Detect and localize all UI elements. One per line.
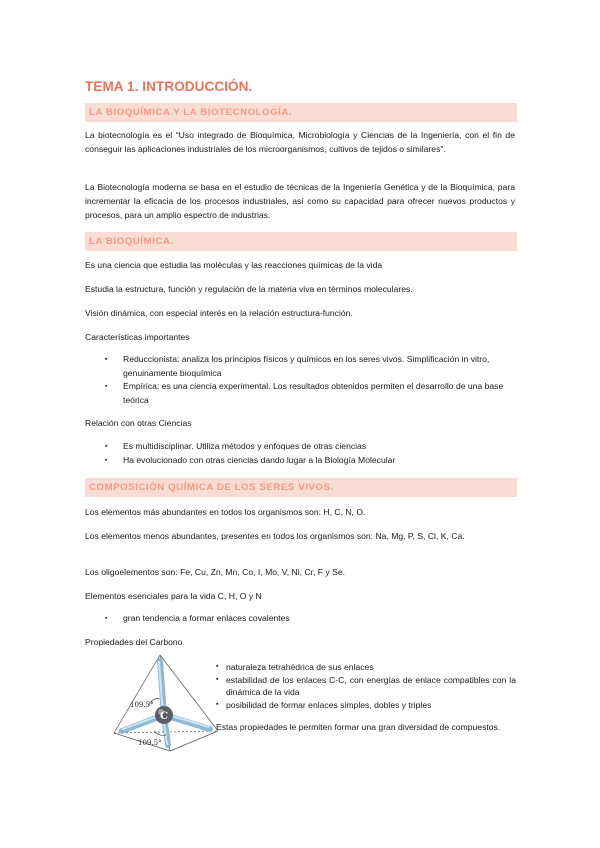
list-item: ▪ Reduccionista: analiza los principios físicos y químicos en los seres vivos. Simplificación in vitro, genuinamente bioquímica bbox=[105, 354, 490, 378]
list-item: ▪ estabilidad de los enlaces C-C, con energías de enlace compatibles con la dinámica de la vida bbox=[216, 674, 516, 697]
bullet-icon: ▪ bbox=[105, 456, 108, 464]
paragraph-bioquimica-3: Visión dinámica, con especial interés en la relación estructura-función. bbox=[85, 308, 353, 318]
list-item: ▪ naturaleza tetrahédrica de sus enlaces bbox=[216, 662, 374, 672]
list-item: ▪ gran tendencia a formar enlaces covalentes bbox=[85, 612, 517, 626]
section-header-bioquimica: LA BIOQUÍMICA. bbox=[85, 232, 517, 251]
section-header-composicion: COMPOSICIÓN QUÍMICA DE LOS SERES VIVOS. bbox=[85, 478, 517, 497]
carbono-properties bbox=[216, 661, 516, 734]
list-item: ▪ Empírica: es una ciencia experimental. Los resultados obtenidos permiten el desarrollo de una base teórica bbox=[105, 381, 504, 405]
section-header-biotecnologia: LA BIOQUÍMICA Y LA BIOTECNOLOGÍA. bbox=[85, 103, 517, 122]
tetrahedral-carbon-figure bbox=[110, 653, 222, 753]
paragraph-bioquimica-2: Estudia la estructura, función y regulación de la materia viva en términos moleculares. bbox=[85, 284, 413, 294]
bullet-icon: ▪ bbox=[105, 443, 108, 450]
angle-label-bottom: 109.5° bbox=[138, 739, 162, 747]
page-title: TEMA 1. INTRODUCCIÓN. bbox=[85, 79, 253, 94]
paragraph-bioquimica-1: Es una ciencia que estudia las moléculas y las reacciones químicas de la vida bbox=[85, 260, 383, 270]
carbono-note: Estas propiedades le permiten formar una gran diversidad de compuestos. bbox=[216, 722, 501, 732]
list-esenciales bbox=[85, 612, 517, 626]
angle-label-top: 109.5° bbox=[130, 701, 154, 709]
bullet-icon: ▪ bbox=[105, 615, 108, 622]
paragraph-composicion-3: Los oligoelementos son: Fe, Cu, Zn, Mn, Co, I, Mo, V, Ni, Cr, F y Se. bbox=[85, 567, 345, 577]
tetrahedron-edge bbox=[170, 731, 218, 751]
list-item: ▪ Es multidisciplinar. Utiliza métodos y enfoques de otras ciencias bbox=[85, 440, 517, 454]
atom-label: C bbox=[160, 711, 168, 722]
label-caracteristicas: Características importantes bbox=[85, 332, 190, 342]
bullet-icon: ▪ bbox=[216, 663, 219, 670]
paragraph-composicion-1: Los elementos más abundantes en todos los organismos son: H, C, N, O. bbox=[85, 507, 366, 517]
list-caracteristicas bbox=[85, 353, 517, 407]
list-item: ▪ Ha evolucionado con otras ciencias dando lugar a la Biología Molecular bbox=[85, 454, 517, 468]
list-relacion bbox=[85, 440, 517, 467]
paragraph-composicion-2: Los elementos menos abundantes, presentes en todos los organismos son: Na, Mg, P, S, Cl, K, Ca. bbox=[85, 531, 465, 541]
bullet-icon: ▪ bbox=[105, 383, 108, 391]
label-relacion: Relación con otras Ciencias bbox=[85, 418, 192, 428]
bullet-icon: ▪ bbox=[216, 700, 219, 708]
bullet-icon: ▪ bbox=[216, 675, 219, 683]
paragraph-biotecnologia-moderna: La Biotecnología moderna se basa en el estudio de técnicas de la Ingeniería Genética y de la Bioquímica, para incrementar la eficacia de los procesos industriales, así como su capacidad para ofrecer nuevos productos y procesos, para un amplio espectro de industrias. bbox=[85, 182, 515, 220]
label-propiedades-carbono: Propiedades del Carbono bbox=[85, 637, 183, 647]
bullet-icon: ▪ bbox=[105, 356, 108, 363]
paragraph-biotecnologia-definicion: La biotecnología es el “Uso integrado de Bioquímica, Microbiología y Ciencias de la Ingeniería, con el fin de conseguir las aplicaciones industriales de los microorganismos, cultivos de tejidos o similares”. bbox=[85, 130, 515, 154]
paragraph-composicion-4: Elementos esenciales para la vida C, H, O y N bbox=[85, 591, 262, 601]
list-item: ▪ posibilidad de formar enlaces simples, dobles y triples bbox=[216, 699, 432, 710]
